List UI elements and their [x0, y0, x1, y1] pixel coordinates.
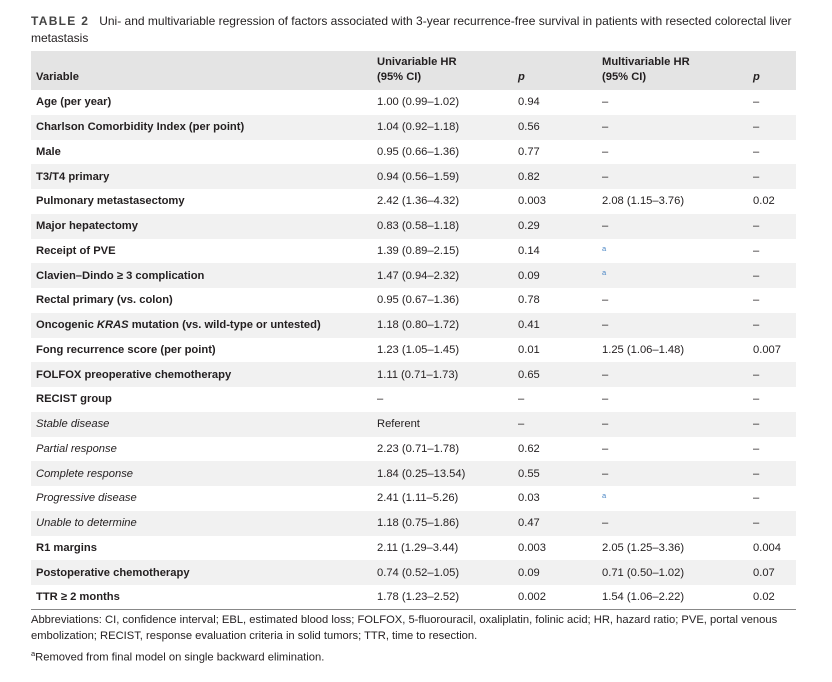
- cell-multivariable-p: [748, 362, 796, 387]
- cell-univariable-hr-text: 2.11 (1.29–3.44): [377, 541, 459, 554]
- cell-univariable-p: [513, 486, 597, 511]
- cell-univariable-p-text: 0.65: [518, 368, 540, 381]
- cell-univariable-hr: [372, 214, 513, 239]
- cell-variable: [31, 214, 372, 239]
- cell-univariable-p-text: 0.77: [518, 145, 540, 158]
- cell-variable: [31, 263, 372, 288]
- cell-variable: [31, 536, 372, 561]
- cell-univariable-p: [513, 263, 597, 288]
- cell-univariable-hr: [372, 560, 513, 585]
- cell-univariable-p-text: 0.82: [518, 170, 540, 183]
- variable-text-rest: mutation (vs. wild-type or untested): [128, 319, 321, 332]
- cell-multivariable-hr-text: –: [602, 170, 609, 183]
- cell-multivariable-p: [748, 90, 796, 115]
- table-row: [31, 263, 796, 288]
- cell-multivariable-p-text: –: [753, 269, 760, 282]
- cell-univariable-hr-text: 2.23 (0.71–1.78): [377, 442, 460, 455]
- cell-univariable-p-text: 0.78: [518, 294, 540, 307]
- cell-multivariable-hr: [597, 115, 748, 140]
- variable-text: Partial response: [36, 442, 117, 455]
- cell-univariable-hr-text: 1.23 (1.05–1.45): [377, 343, 460, 356]
- cell-multivariable-p: [748, 140, 796, 165]
- variable-text: Age (per year): [36, 96, 112, 109]
- cell-multivariable-p-text: –: [753, 244, 760, 257]
- table-row: [31, 189, 796, 214]
- table-title: Uni- and multivariable regression of factors associated with 3-year recurrence-free survival in patients with resected colorectal liver metastasis: [31, 14, 792, 45]
- cell-univariable-hr: [372, 536, 513, 561]
- cell-univariable-hr: [372, 585, 513, 610]
- cell-univariable-p: [513, 362, 597, 387]
- footnote-a-marker: a: [602, 491, 607, 500]
- cell-multivariable-hr: [597, 412, 748, 437]
- cell-univariable-p-text: 0.01: [518, 343, 540, 356]
- cell-multivariable-p: [748, 115, 796, 140]
- table-row: [31, 288, 796, 313]
- cell-multivariable-p-text: –: [753, 517, 760, 530]
- cell-univariable-hr-text: Referent: [377, 418, 420, 431]
- header-multivariable-p: p: [753, 71, 760, 83]
- cell-univariable-p: [513, 214, 597, 239]
- cell-variable: [31, 461, 372, 486]
- cell-multivariable-p: [748, 288, 796, 313]
- cell-variable: [31, 189, 372, 214]
- table-row: [31, 140, 796, 165]
- table-row: [31, 511, 796, 536]
- variable-text: Postoperative chemotherapy: [36, 566, 190, 579]
- cell-univariable-p-text: 0.14: [518, 244, 540, 257]
- cell-multivariable-p-text: 0.07: [753, 566, 775, 579]
- cell-univariable-p-text: 0.29: [518, 220, 540, 233]
- cell-multivariable-p-text: –: [753, 467, 760, 480]
- cell-multivariable-p: [748, 486, 796, 511]
- cell-univariable-p-text: 0.003: [518, 541, 546, 554]
- cell-multivariable-hr-text: –: [602, 145, 609, 158]
- cell-univariable-p-text: 0.09: [518, 566, 540, 579]
- cell-univariable-hr: [372, 189, 513, 214]
- variable-text: Unable to determine: [36, 517, 137, 530]
- table-row: [31, 115, 796, 140]
- cell-univariable-p: [513, 115, 597, 140]
- cell-univariable-p: [513, 239, 597, 264]
- cell-multivariable-p: [748, 263, 796, 288]
- cell-variable: [31, 164, 372, 189]
- cell-multivariable-p-text: –: [753, 418, 760, 431]
- cell-univariable-p: [513, 189, 597, 214]
- table-row: [31, 437, 796, 462]
- cell-univariable-p-text: 0.09: [518, 269, 540, 282]
- cell-univariable-p: [513, 338, 597, 363]
- variable-text: Male: [36, 145, 61, 158]
- cell-multivariable-p-text: –: [753, 294, 760, 307]
- cell-multivariable-p: [748, 536, 796, 561]
- cell-multivariable-p-text: 0.007: [753, 343, 781, 356]
- cell-univariable-p: [513, 313, 597, 338]
- cell-multivariable-hr: [597, 313, 748, 338]
- cell-multivariable-hr: [597, 189, 748, 214]
- footnote-marker: a: [31, 649, 36, 658]
- cell-multivariable-p: [748, 338, 796, 363]
- table-row: [31, 239, 796, 264]
- cell-univariable-hr-text: 0.95 (0.67–1.36): [377, 294, 460, 307]
- cell-variable: [31, 338, 372, 363]
- table-row: [31, 313, 796, 338]
- cell-multivariable-hr: [597, 437, 748, 462]
- cell-multivariable-hr-text: 1.25 (1.06–1.48): [602, 343, 685, 356]
- cell-multivariable-hr: [597, 214, 748, 239]
- cell-univariable-p-text: 0.56: [518, 121, 540, 134]
- abbreviations-note: Abbreviations: CI, confidence interval; EBL, estimated blood loss; FOLFOX, 5-fluorouracil, oxaliplatin, folinic acid; HR, hazard ratio; PVE, portal venous embolization; RECIST, response evaluation criteria in solid tumors; TTR, time to resection.: [31, 614, 778, 642]
- footnote-a-marker: a: [602, 268, 607, 278]
- cell-multivariable-hr-text: –: [602, 517, 609, 530]
- cell-univariable-p-text: –: [518, 418, 525, 431]
- cell-multivariable-p-text: –: [753, 393, 760, 406]
- cell-variable: [31, 511, 372, 536]
- cell-univariable-p: [513, 90, 597, 115]
- cell-univariable-hr-text: –: [377, 393, 384, 406]
- cell-multivariable-hr: [597, 511, 748, 536]
- cell-multivariable-hr: [597, 536, 748, 561]
- table-row: [31, 486, 796, 511]
- cell-univariable-hr: [372, 115, 513, 140]
- cell-variable: [31, 140, 372, 165]
- cell-univariable-p-text: 0.55: [518, 467, 540, 480]
- cell-multivariable-hr: [597, 239, 748, 264]
- table-header: [31, 51, 796, 90]
- cell-multivariable-p-text: –: [753, 442, 760, 455]
- table-row: [31, 387, 796, 412]
- cell-univariable-p-text: 0.003: [518, 195, 546, 208]
- cell-multivariable-p: [748, 313, 796, 338]
- cell-multivariable-p: [748, 387, 796, 412]
- cell-multivariable-p: [748, 239, 796, 264]
- cell-univariable-hr: [372, 239, 513, 264]
- cell-multivariable-p-text: –: [753, 170, 760, 183]
- cell-multivariable-p-text: –: [753, 96, 760, 109]
- cell-variable: [31, 560, 372, 585]
- variable-text: Fong recurrence score (per point): [36, 343, 216, 356]
- cell-variable: [31, 239, 372, 264]
- cell-multivariable-p-text: 0.004: [753, 541, 781, 554]
- header-multivariable-hr-line1: Multivariable HR: [602, 56, 690, 68]
- cell-univariable-hr: [372, 338, 513, 363]
- cell-univariable-hr-text: 1.39 (0.89–2.15): [377, 244, 460, 257]
- table-label: TABLE 2: [31, 14, 90, 28]
- elimination-note: [31, 646, 801, 666]
- cell-univariable-hr-text: 0.95 (0.66–1.36): [377, 145, 460, 158]
- cell-univariable-hr-text: 1.47 (0.94–2.32): [377, 269, 460, 282]
- footnote-a-marker: a: [602, 243, 607, 253]
- table-row: [31, 90, 796, 115]
- variable-text: Progressive disease: [36, 492, 137, 505]
- variable-text: FOLFOX preoperative chemotherapy: [36, 368, 232, 381]
- cell-univariable-hr: [372, 511, 513, 536]
- cell-multivariable-hr-text: –: [602, 319, 609, 332]
- variable-text: Stable disease: [36, 418, 110, 431]
- cell-multivariable-hr-text: 2.08 (1.15–3.76): [602, 195, 685, 208]
- cell-multivariable-p: [748, 412, 796, 437]
- cell-univariable-hr-text: 0.83 (0.58–1.18): [377, 220, 460, 233]
- header-univariable-hr-line2: (95% CI): [377, 71, 422, 83]
- variable-text: Pulmonary metastasectomy: [36, 195, 185, 208]
- cell-multivariable-hr: [597, 362, 748, 387]
- cell-multivariable-p: [748, 214, 796, 239]
- cell-univariable-p-text: 0.002: [518, 591, 546, 604]
- cell-multivariable-p: [748, 437, 796, 462]
- cell-multivariable-hr-text: –: [602, 121, 609, 134]
- cell-multivariable-hr-text: –: [602, 393, 609, 406]
- variable-text: Clavien–Dindo ≥ 3 complication: [36, 269, 205, 282]
- cell-univariable-hr: [372, 313, 513, 338]
- header-multivariable-hr-line2: (95% CI): [602, 71, 647, 83]
- cell-multivariable-hr-text: –: [602, 368, 609, 381]
- variable-text: Oncogenic: [36, 319, 97, 332]
- cell-multivariable-hr: [597, 486, 748, 511]
- cell-multivariable-hr: [597, 560, 748, 585]
- header-univariable-hr-line1: Univariable HR: [377, 56, 457, 68]
- cell-univariable-hr: [372, 140, 513, 165]
- cell-univariable-hr-text: 1.78 (1.23–2.52): [377, 591, 460, 604]
- cell-univariable-p: [513, 412, 597, 437]
- cell-multivariable-p: [748, 164, 796, 189]
- cell-multivariable-hr: [597, 263, 748, 288]
- cell-variable: [31, 387, 372, 412]
- variable-text: RECIST group: [36, 393, 112, 406]
- cell-multivariable-p-text: –: [753, 368, 760, 381]
- variable-text: Major hepatectomy: [36, 220, 138, 233]
- cell-multivariable-hr-text: 2.05 (1.25–3.36): [602, 541, 685, 554]
- cell-univariable-hr-text: 1.11 (0.71–1.73): [377, 368, 459, 381]
- cell-univariable-hr-text: 2.42 (1.36–4.32): [377, 195, 460, 208]
- variable-text: Rectal primary (vs. colon): [36, 294, 173, 307]
- cell-multivariable-p-text: –: [753, 319, 760, 332]
- header-multivariable-hr: [597, 51, 748, 90]
- cell-multivariable-hr: [597, 387, 748, 412]
- header-variable: Variable: [36, 71, 79, 83]
- regression-table: [31, 51, 796, 610]
- table-row: [31, 164, 796, 189]
- cell-variable: [31, 486, 372, 511]
- cell-univariable-hr: [372, 387, 513, 412]
- cell-univariable-hr-text: 2.41 (1.11–5.26): [377, 492, 459, 505]
- variable-text: Complete response: [36, 467, 134, 480]
- cell-multivariable-hr: [597, 164, 748, 189]
- cell-multivariable-p: [748, 511, 796, 536]
- cell-univariable-hr-text: 0.74 (0.52–1.05): [377, 566, 460, 579]
- cell-multivariable-hr: [597, 585, 748, 610]
- footnote-text: Removed from final model on single backward elimination.: [35, 651, 325, 664]
- cell-univariable-p-text: –: [518, 393, 525, 406]
- cell-univariable-p: [513, 511, 597, 536]
- cell-univariable-p: [513, 461, 597, 486]
- header-univariable-p: p: [518, 71, 525, 83]
- cell-variable: [31, 412, 372, 437]
- cell-univariable-p-text: 0.62: [518, 442, 540, 455]
- cell-multivariable-hr-text: 1.54 (1.06–2.22): [602, 591, 685, 604]
- cell-univariable-hr-text: 1.04 (0.92–1.18): [377, 121, 460, 134]
- cell-multivariable-p: [748, 560, 796, 585]
- cell-multivariable-hr-text: –: [602, 220, 609, 233]
- cell-univariable-hr: [372, 437, 513, 462]
- cell-multivariable-p-text: –: [753, 145, 760, 158]
- cell-variable: [31, 90, 372, 115]
- cell-univariable-hr-text: 1.18 (0.75–1.86): [377, 517, 460, 530]
- cell-univariable-p-text: 0.94: [518, 96, 540, 109]
- cell-multivariable-p-text: –: [753, 220, 760, 233]
- cell-multivariable-hr-text: –: [602, 418, 609, 431]
- cell-variable: [31, 362, 372, 387]
- cell-multivariable-p-text: –: [753, 121, 760, 134]
- variable-text: T3/T4 primary: [36, 170, 110, 183]
- cell-variable: [31, 288, 372, 313]
- table-row: [31, 362, 796, 387]
- cell-multivariable-hr: [597, 338, 748, 363]
- cell-multivariable-hr: [597, 90, 748, 115]
- cell-variable: [31, 313, 372, 338]
- cell-univariable-p: [513, 560, 597, 585]
- cell-multivariable-p: [748, 461, 796, 486]
- variable-text: Receipt of PVE: [36, 244, 116, 257]
- cell-multivariable-hr: [597, 140, 748, 165]
- cell-univariable-hr: [372, 362, 513, 387]
- cell-multivariable-p: [748, 585, 796, 610]
- cell-univariable-p-text: 0.41: [518, 319, 540, 332]
- cell-univariable-hr: [372, 486, 513, 511]
- cell-univariable-p: [513, 585, 597, 610]
- cell-univariable-p-text: 0.03: [518, 492, 540, 505]
- cell-univariable-hr: [372, 90, 513, 115]
- cell-univariable-p: [513, 387, 597, 412]
- cell-multivariable-p: [748, 189, 796, 214]
- cell-variable: [31, 585, 372, 610]
- cell-multivariable-hr-text: –: [602, 442, 609, 455]
- header-univariable-hr: [372, 51, 513, 90]
- cell-univariable-p: [513, 140, 597, 165]
- cell-univariable-p: [513, 164, 597, 189]
- table-row: [31, 214, 796, 239]
- cell-univariable-p: [513, 437, 597, 462]
- cell-variable: [31, 115, 372, 140]
- table-caption: [31, 13, 801, 46]
- cell-univariable-hr: [372, 263, 513, 288]
- cell-variable: [31, 437, 372, 462]
- cell-univariable-hr: [372, 288, 513, 313]
- table-row: [31, 560, 796, 585]
- cell-univariable-p: [513, 536, 597, 561]
- cell-univariable-hr-text: 0.94 (0.56–1.59): [377, 170, 460, 183]
- cell-multivariable-p-text: 0.02: [753, 591, 775, 604]
- cell-multivariable-hr: [597, 288, 748, 313]
- table-row: [31, 338, 796, 363]
- cell-univariable-hr: [372, 461, 513, 486]
- table-row: [31, 412, 796, 437]
- cell-multivariable-hr-text: 0.71 (0.50–1.02): [602, 566, 685, 579]
- table-row: [31, 536, 796, 561]
- cell-univariable-hr-text: 1.18 (0.80–1.72): [377, 319, 460, 332]
- cell-univariable-p-text: 0.47: [518, 517, 540, 530]
- cell-multivariable-hr: [597, 461, 748, 486]
- cell-multivariable-hr-text: –: [602, 96, 609, 109]
- cell-multivariable-hr-text: –: [602, 467, 609, 480]
- table-row: [31, 461, 796, 486]
- table-row: [31, 585, 796, 610]
- variable-text: Charlson Comorbidity Index (per point): [36, 121, 245, 134]
- variable-text: TTR ≥ 2 months: [36, 591, 120, 604]
- table-body: [31, 90, 796, 610]
- table-footnotes: [31, 612, 801, 666]
- variable-gene-name: KRAS: [96, 319, 129, 332]
- cell-multivariable-hr-text: –: [602, 294, 609, 307]
- variable-text: R1 margins: [36, 541, 97, 554]
- cell-multivariable-p-text: 0.02: [753, 195, 775, 208]
- cell-univariable-p: [513, 288, 597, 313]
- cell-univariable-hr-text: 1.00 (0.99–1.02): [377, 96, 460, 109]
- cell-univariable-hr: [372, 164, 513, 189]
- cell-univariable-hr-text: 1.84 (0.25–13.54): [377, 467, 466, 480]
- cell-univariable-hr: [372, 412, 513, 437]
- cell-multivariable-p-text: –: [753, 492, 760, 505]
